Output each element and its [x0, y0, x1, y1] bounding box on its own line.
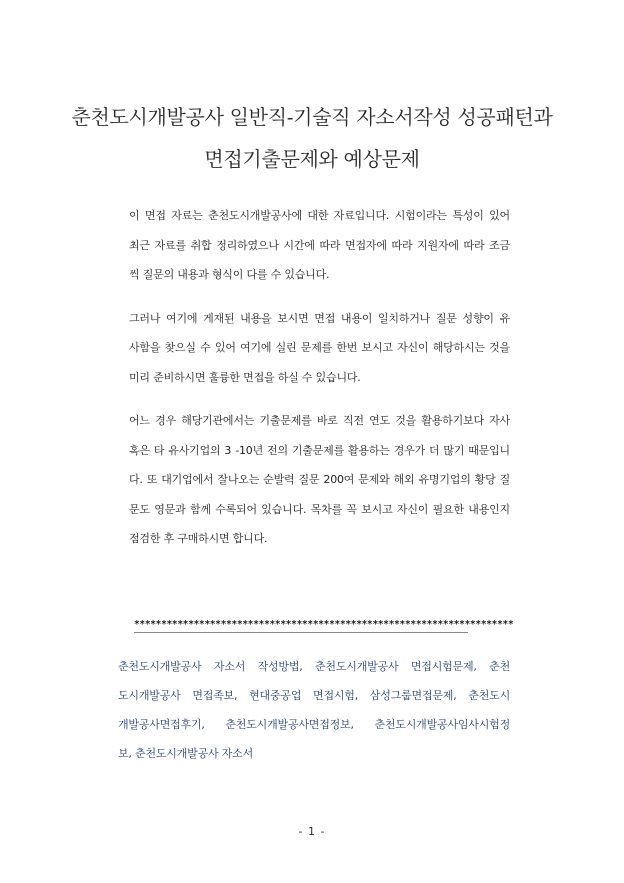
paragraph-line: 이 면접 자료는 춘천도시개발공사에 대한 자료입니다. 시험이라는 특성이 있어: [129, 209, 510, 222]
paragraph-line: 그러나 여기에 게재된 내용을 보시면 면접 내용이 일치하거나 질문 성향이 유: [129, 311, 510, 325]
paragraph-line: 최근 자료를 취합 정리하였으나 시간에 따라 면접자에 따라 지원자에 따라 조금: [129, 238, 510, 252]
paragraph-line: 씩 질문의 내용과 형식이 다를 수 있습니다.: [129, 268, 330, 281]
paragraph-line: 문도 영문과 함께 수록되어 있습니다. 목차를 꼭 보시고 자신이 필요한 내용인지: [129, 502, 510, 516]
paragraph-line: 다. 또 대기업에서 잘나오는 순발력 질문 200여 문제와 해외 유명기업의 황당 질: [129, 473, 510, 486]
keyword-line: 도시개발공사 면접족보, 현대중공업 면접시험, 삼성그룹면접문제, 춘천도시: [118, 689, 510, 702]
keyword-block: [118, 652, 510, 768]
paragraph-line: 어느 경우 해당기관에서는 기출문제를 바로 직전 연도 것을 활용하기보다 자사: [129, 414, 510, 427]
paragraph-3: [118, 406, 510, 554]
paragraph-line: 혹은 타 유사기업의 3 -10년 전의 기출문제를 활용하는 경우가 더 많기 때문입니: [129, 443, 510, 457]
intro-body: [118, 201, 510, 568]
separator-rule: [134, 632, 468, 633]
paragraph-1: [118, 201, 510, 290]
page-number: - 1 -: [298, 825, 326, 838]
star-separator: **********************************************************************: [134, 619, 514, 630]
keyword-line: 개발공사면접후기, 춘천도시개발공사면접정보, 춘천도시개발공사임사시험정: [118, 718, 510, 731]
paragraph-2: [118, 304, 510, 393]
keyword-line: 춘천도시개발공사 자소서 작성방법, 춘천도시개발공사 면접시험문제, 춘천: [118, 660, 510, 673]
keyword-line: 보, 춘천도시개발공사 자소서: [118, 747, 254, 760]
paragraph-line: 미리 준비하시면 훌륭한 면접을 하실 수 있습니다.: [129, 370, 361, 384]
paragraph-line: 점검한 후 구매하시면 합니다.: [129, 532, 268, 545]
document-title-line-2: 면접기출문제와 예상문제: [204, 147, 420, 171]
paragraph-line: 사함을 찾으실 수 있어 여기에 실린 문제를 한번 보시고 자신이 해당하시는 것을: [129, 341, 510, 354]
document-title-line-1: 춘천도시개발공사 일반직-기술직 자소서작성 성공패턴과: [71, 105, 553, 129]
